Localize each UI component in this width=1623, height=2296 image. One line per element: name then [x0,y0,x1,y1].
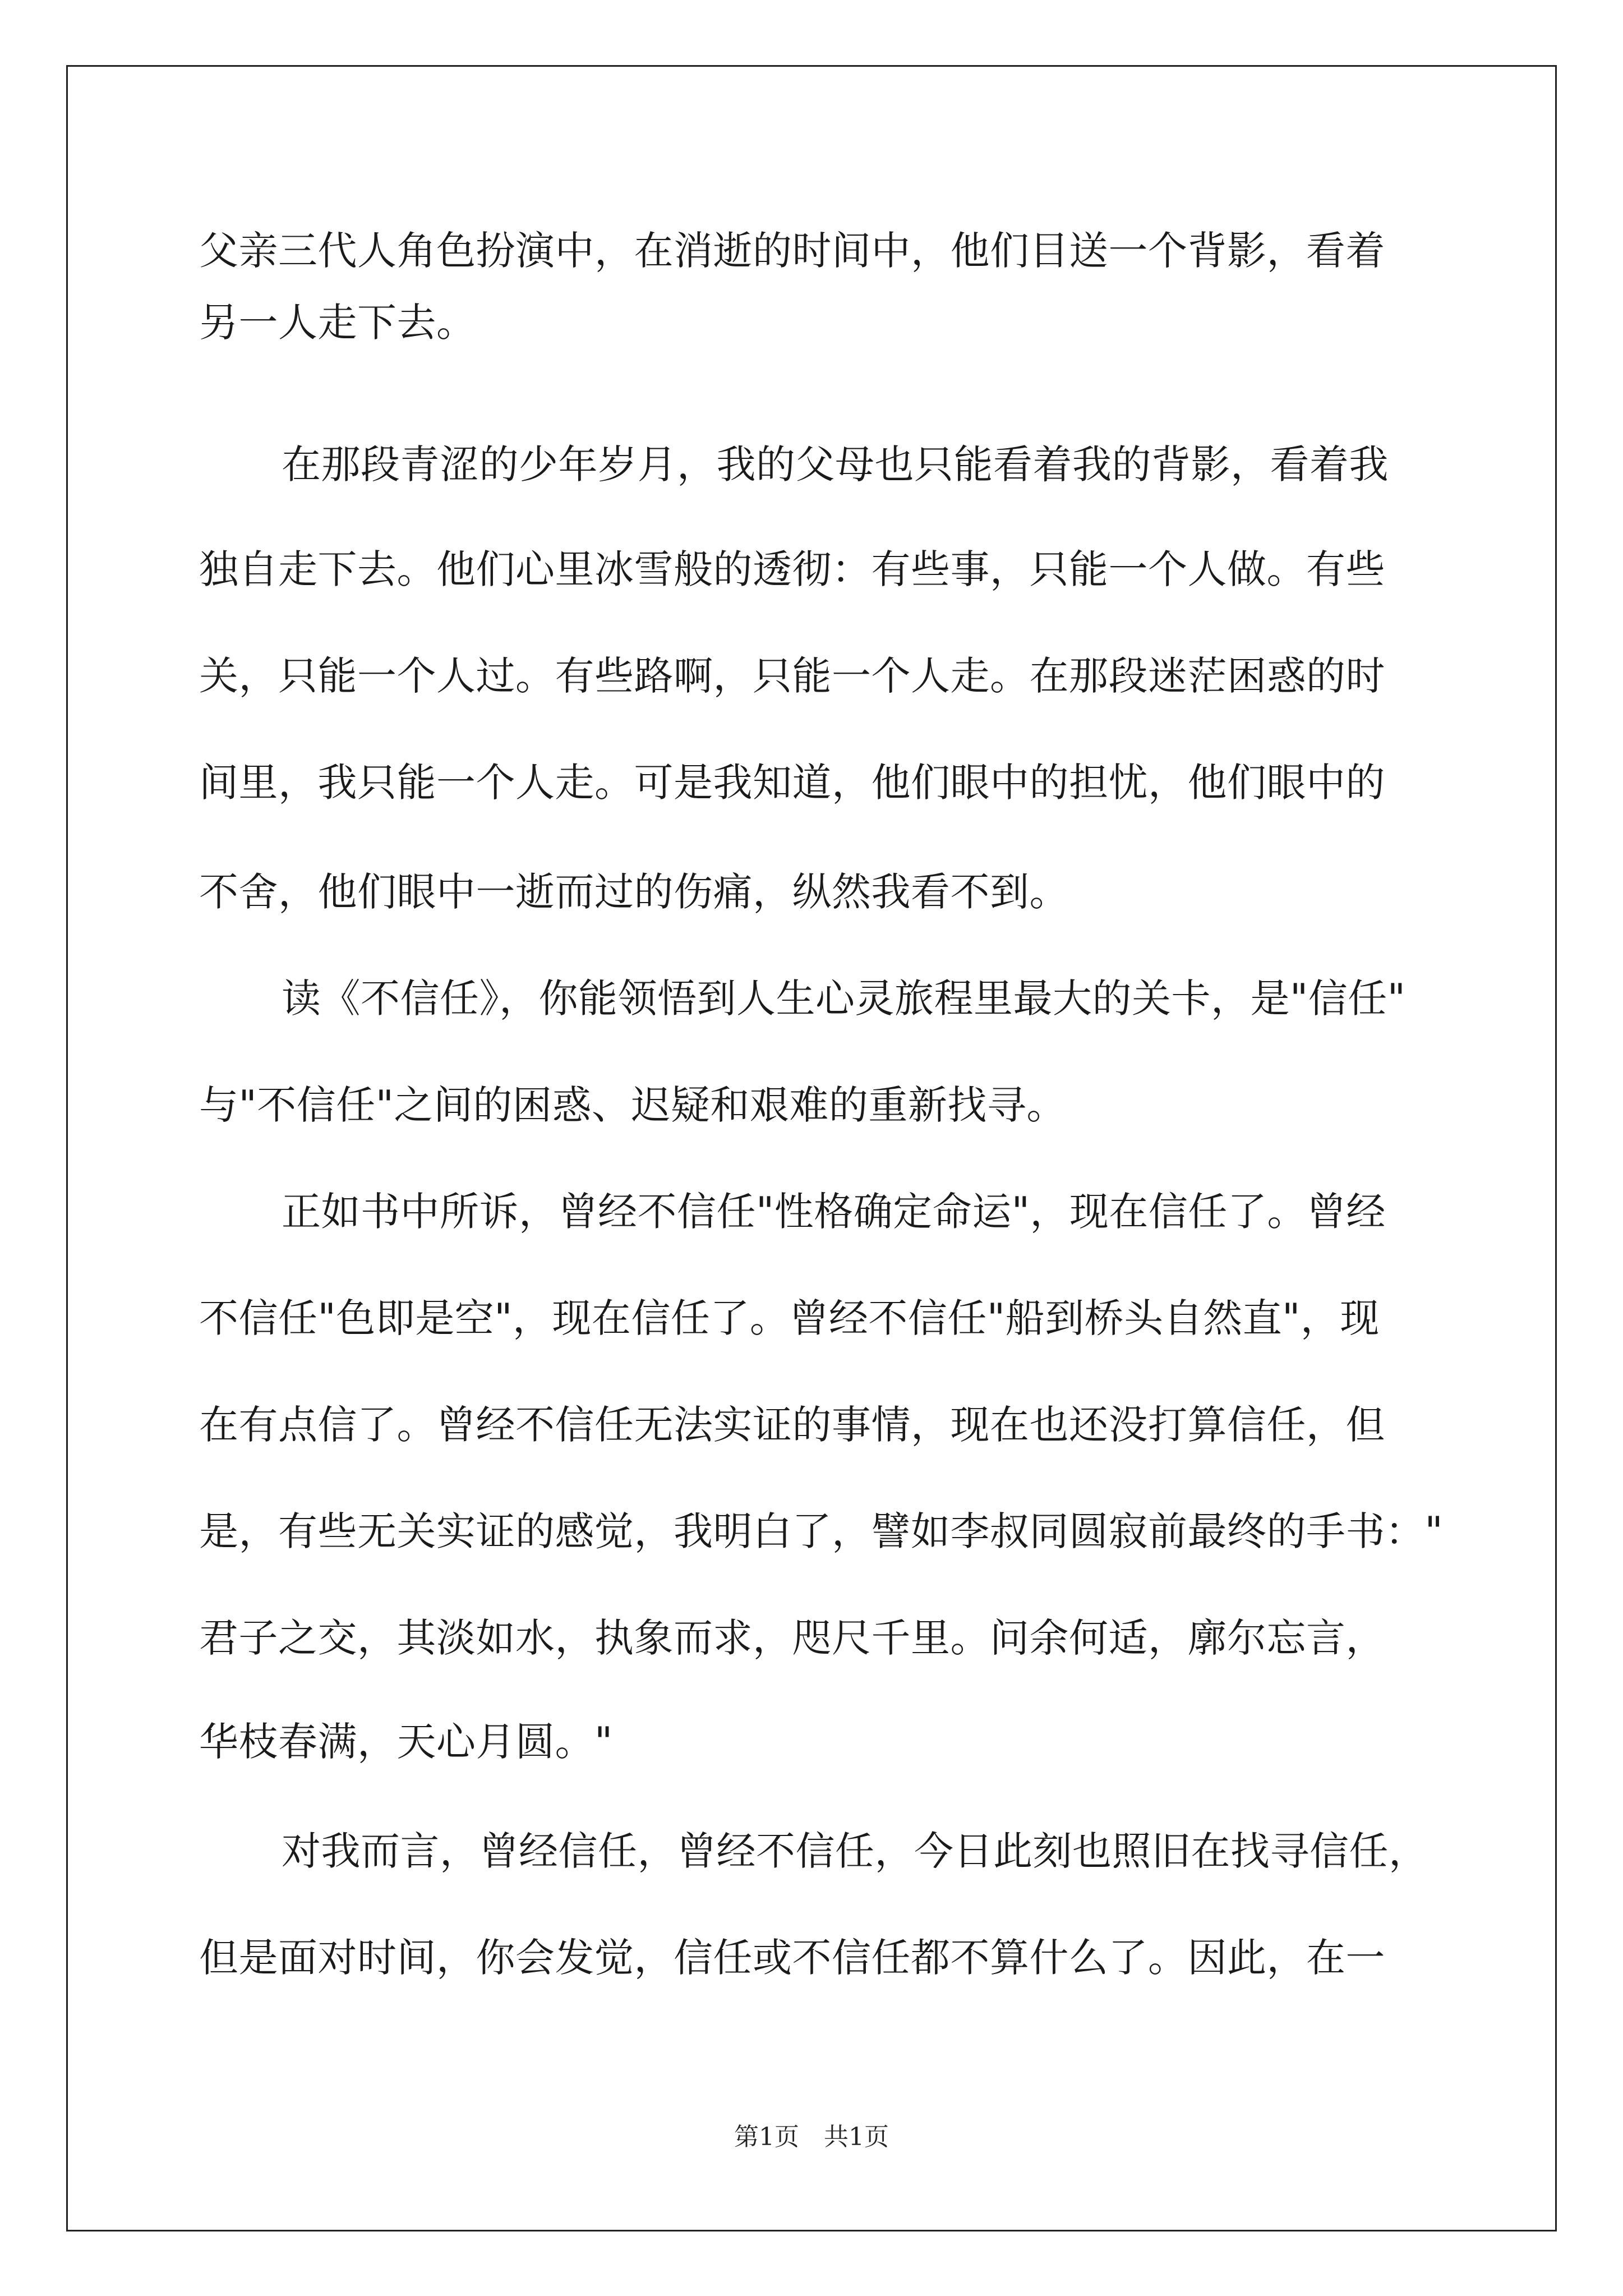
text-line: 不舍，他们眼中一逝而过的伤痛，纵然我看不到。 [199,869,1069,915]
total-pages: 共1页 [824,2123,889,2151]
text-line: 父亲三代人角色扮演中，在消逝的时间中，他们目送一个背影，看着 [199,228,1385,274]
text-line: 君子之交，其淡如水，执象而求，咫尺千里。问余何适，廓尔忘言， [199,1615,1385,1661]
text-line: 读《不信任》，你能领悟到人生心灵旅程里最大的关卡，是"信任" [282,976,1406,1022]
text-line: 正如书中所诉，曾经不信任"性格确定命运"，现在信任了。曾经 [282,1189,1386,1235]
page-border [66,65,1557,2231]
page-footer [0,2120,1623,2154]
text-line: 关，只能一个人过。有些路啊，只能一个人走。在那段迷茫困惑的时 [199,653,1385,699]
page-number: 第1页 [734,2123,799,2151]
text-line: 独自走下去。他们心里冰雪般的透彻：有些事，只能一个人做。有些 [199,546,1385,592]
text-line: 在那段青涩的少年岁月，我的父母也只能看着我的背影，看着我 [282,441,1389,487]
text-line: 与"不信任"之间的困惑、迟疑和艰难的重新找寻。 [199,1082,1066,1128]
text-line: 但是面对时间，你会发觉，信任或不信任都不算什么了。因此，在一 [199,1935,1385,1981]
text-line: 不信任"色即是空"，现在信任了。曾经不信任"船到桥头自然直"，现 [199,1295,1380,1341]
text-line: 在有点信了。曾经不信任无法实证的事情，现在也还没打算信任，但 [199,1402,1385,1448]
text-line: 华枝春满，天心月圆。" [199,1719,613,1765]
text-line: 另一人走下去。 [199,300,476,346]
text-line: 对我而言，曾经信任，曾经不信任，今日此刻也照旧在找寻信任， [282,1828,1428,1874]
text-line: 间里，我只能一个人走。可是我知道，他们眼中的担忧，他们眼中的 [199,760,1385,806]
text-line: 是，有些无关实证的感觉，我明白了，譬如李叔同圆寂前最终的手书：" [199,1508,1444,1554]
